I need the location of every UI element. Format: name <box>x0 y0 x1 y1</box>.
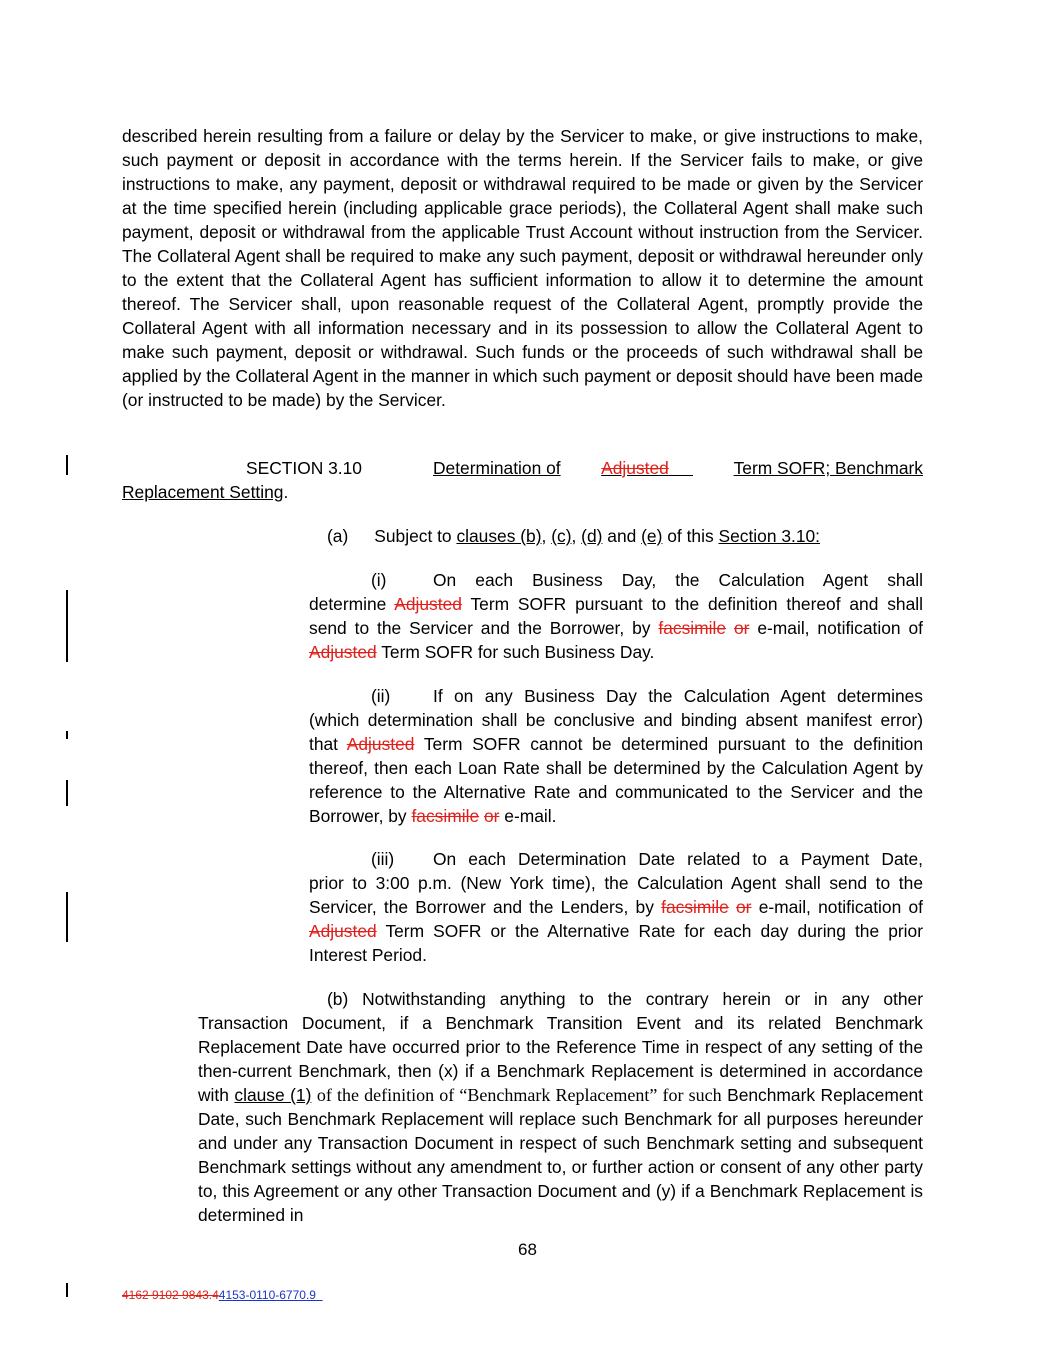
cross-reference: clauses (b) <box>456 526 542 546</box>
page-number: 68 <box>518 1240 537 1259</box>
deleted-text: Adjusted <box>394 594 462 614</box>
deleted-text: or <box>733 618 750 638</box>
item-ii-label: (ii) <box>371 686 391 706</box>
clause-a-label: (a) <box>327 526 349 546</box>
clause-b: (b) Notwithstanding anything to the contrary herein or in any other Transaction Document, if a Benchmark Transition Event and its related Benchmark Replacement Date have occurred prior to the Reference Time in respect of any setting of the then-current Benchmark, then (x) if a Benchmark Replacement is determined in accordance with clause (1) of the definition of “Benchmark Replacement” for such Benchmark Replacement Date, such Benchmark Replacement will replace such Benchmark for all purposes hereunder and under any Transaction Document in respect of such Benchmark setting and subsequent Benchmark settings without any amendment to, or further action or consent of any other party to, this Agreement or any other Transaction Document and (y) if a Benchmark Replacement is determined in <box>198 989 923 1225</box>
document-id-footer <box>122 1288 323 1302</box>
cross-reference: Section 3.10: <box>718 526 821 546</box>
deleted-text: or <box>483 806 500 826</box>
deleted-text: facsimile <box>661 897 729 917</box>
deleted-text: Adjusted <box>346 734 415 754</box>
section-heading: SECTION 3.10 Determination of Adjusted Term SOFR; Benchmark Replacement Setting. <box>122 458 923 502</box>
new-document-id: 4153-0110-6770.9 <box>218 1288 316 1302</box>
deleted-text: Adjusted <box>601 458 669 478</box>
cross-reference: (c) <box>551 526 572 546</box>
deleted-text: facsimile <box>411 806 480 826</box>
cross-reference: (e) <box>641 526 663 546</box>
deleted-text: Adjusted <box>309 642 377 662</box>
cross-reference: clause (1) <box>234 1085 312 1105</box>
deleted-text: facsimile <box>658 618 727 638</box>
change-bar <box>66 590 68 662</box>
section-number: SECTION 3.10 <box>246 458 362 478</box>
change-bar <box>66 1283 68 1297</box>
cross-reference: (d) <box>581 526 603 546</box>
item-iii: (iii) On each Determination Date related to a Payment Date, prior to 3:00 p.m. (New York time), the Calculation Agent shall send to the Servicer, the Borrower and the Lenders, by facsimile or e-mail, notification of Adjusted Term SOFR or the Alternative Rate for each day during the prior Interest Period. <box>309 849 923 965</box>
change-bar <box>66 731 68 739</box>
item-ii: (ii) If on any Business Day the Calculation Agent determines (which determination shall be conclusive and binding absent manifest error) that Adjusted Term SOFR cannot be determined pursuant to the definition thereof, then each Loan Rate shall be determined by the Calculation Agent by reference to the Alternative Rate and communicated to the Servicer and the Borrower, by facsimile or e-mail. <box>309 686 923 826</box>
clause-a: (a) Subject to clauses (b), (c), (d) and (e) of this Section 3.10: <box>327 526 821 546</box>
item-i: (i) On each Business Day, the Calculation Agent shall determine Adjusted Term SOFR pursuant to the definition thereof and shall send to the Servicer and the Borrower, by facsimile or e-mail, notification of Adjusted Term SOFR for such Business Day. <box>309 570 924 662</box>
deleted-text: Adjusted <box>309 921 377 941</box>
deleted-text: or <box>736 897 752 917</box>
change-bar <box>66 780 68 806</box>
deleted-document-id: 4162 9102 9843.4 <box>122 1288 219 1302</box>
change-bar <box>66 892 68 942</box>
item-i-label: (i) <box>371 570 387 590</box>
change-bar <box>66 455 68 475</box>
intro-paragraph: described herein resulting from a failure or delay by the Servicer to make, or give instructions to make, such payment or deposit in accordance with the terms herein. If the Servicer fails to make, or give instructions to make, any payment, deposit or withdrawal required to be made or given by the Servicer at the time specified herein (including applicable grace periods), the Collateral Agent shall make such payment, deposit or withdrawal from the applicable Trust Account without instruction from the Servicer. The Collateral Agent shall be required to make any such payment, deposit or withdrawal hereunder only to the extent that the Collateral Agent has sufficient information to allow it to determine the amount thereof. The Servicer shall, upon reasonable request of the Collateral Agent, promptly provide the Collateral Agent with all information necessary and in its possession to allow the Collateral Agent to make such payment, deposit or withdrawal. Such funds or the proceeds of such withdrawal shall be applied by the Collateral Agent in the manner in which such payment or deposit should have been made (or instructed to be made) by the Servicer. <box>122 126 923 410</box>
section-title: Determination of Adjusted Term SOFR; Benchmark <box>433 458 923 478</box>
section-title-line2: Replacement Setting <box>122 482 284 502</box>
item-iii-label: (iii) <box>371 849 395 869</box>
